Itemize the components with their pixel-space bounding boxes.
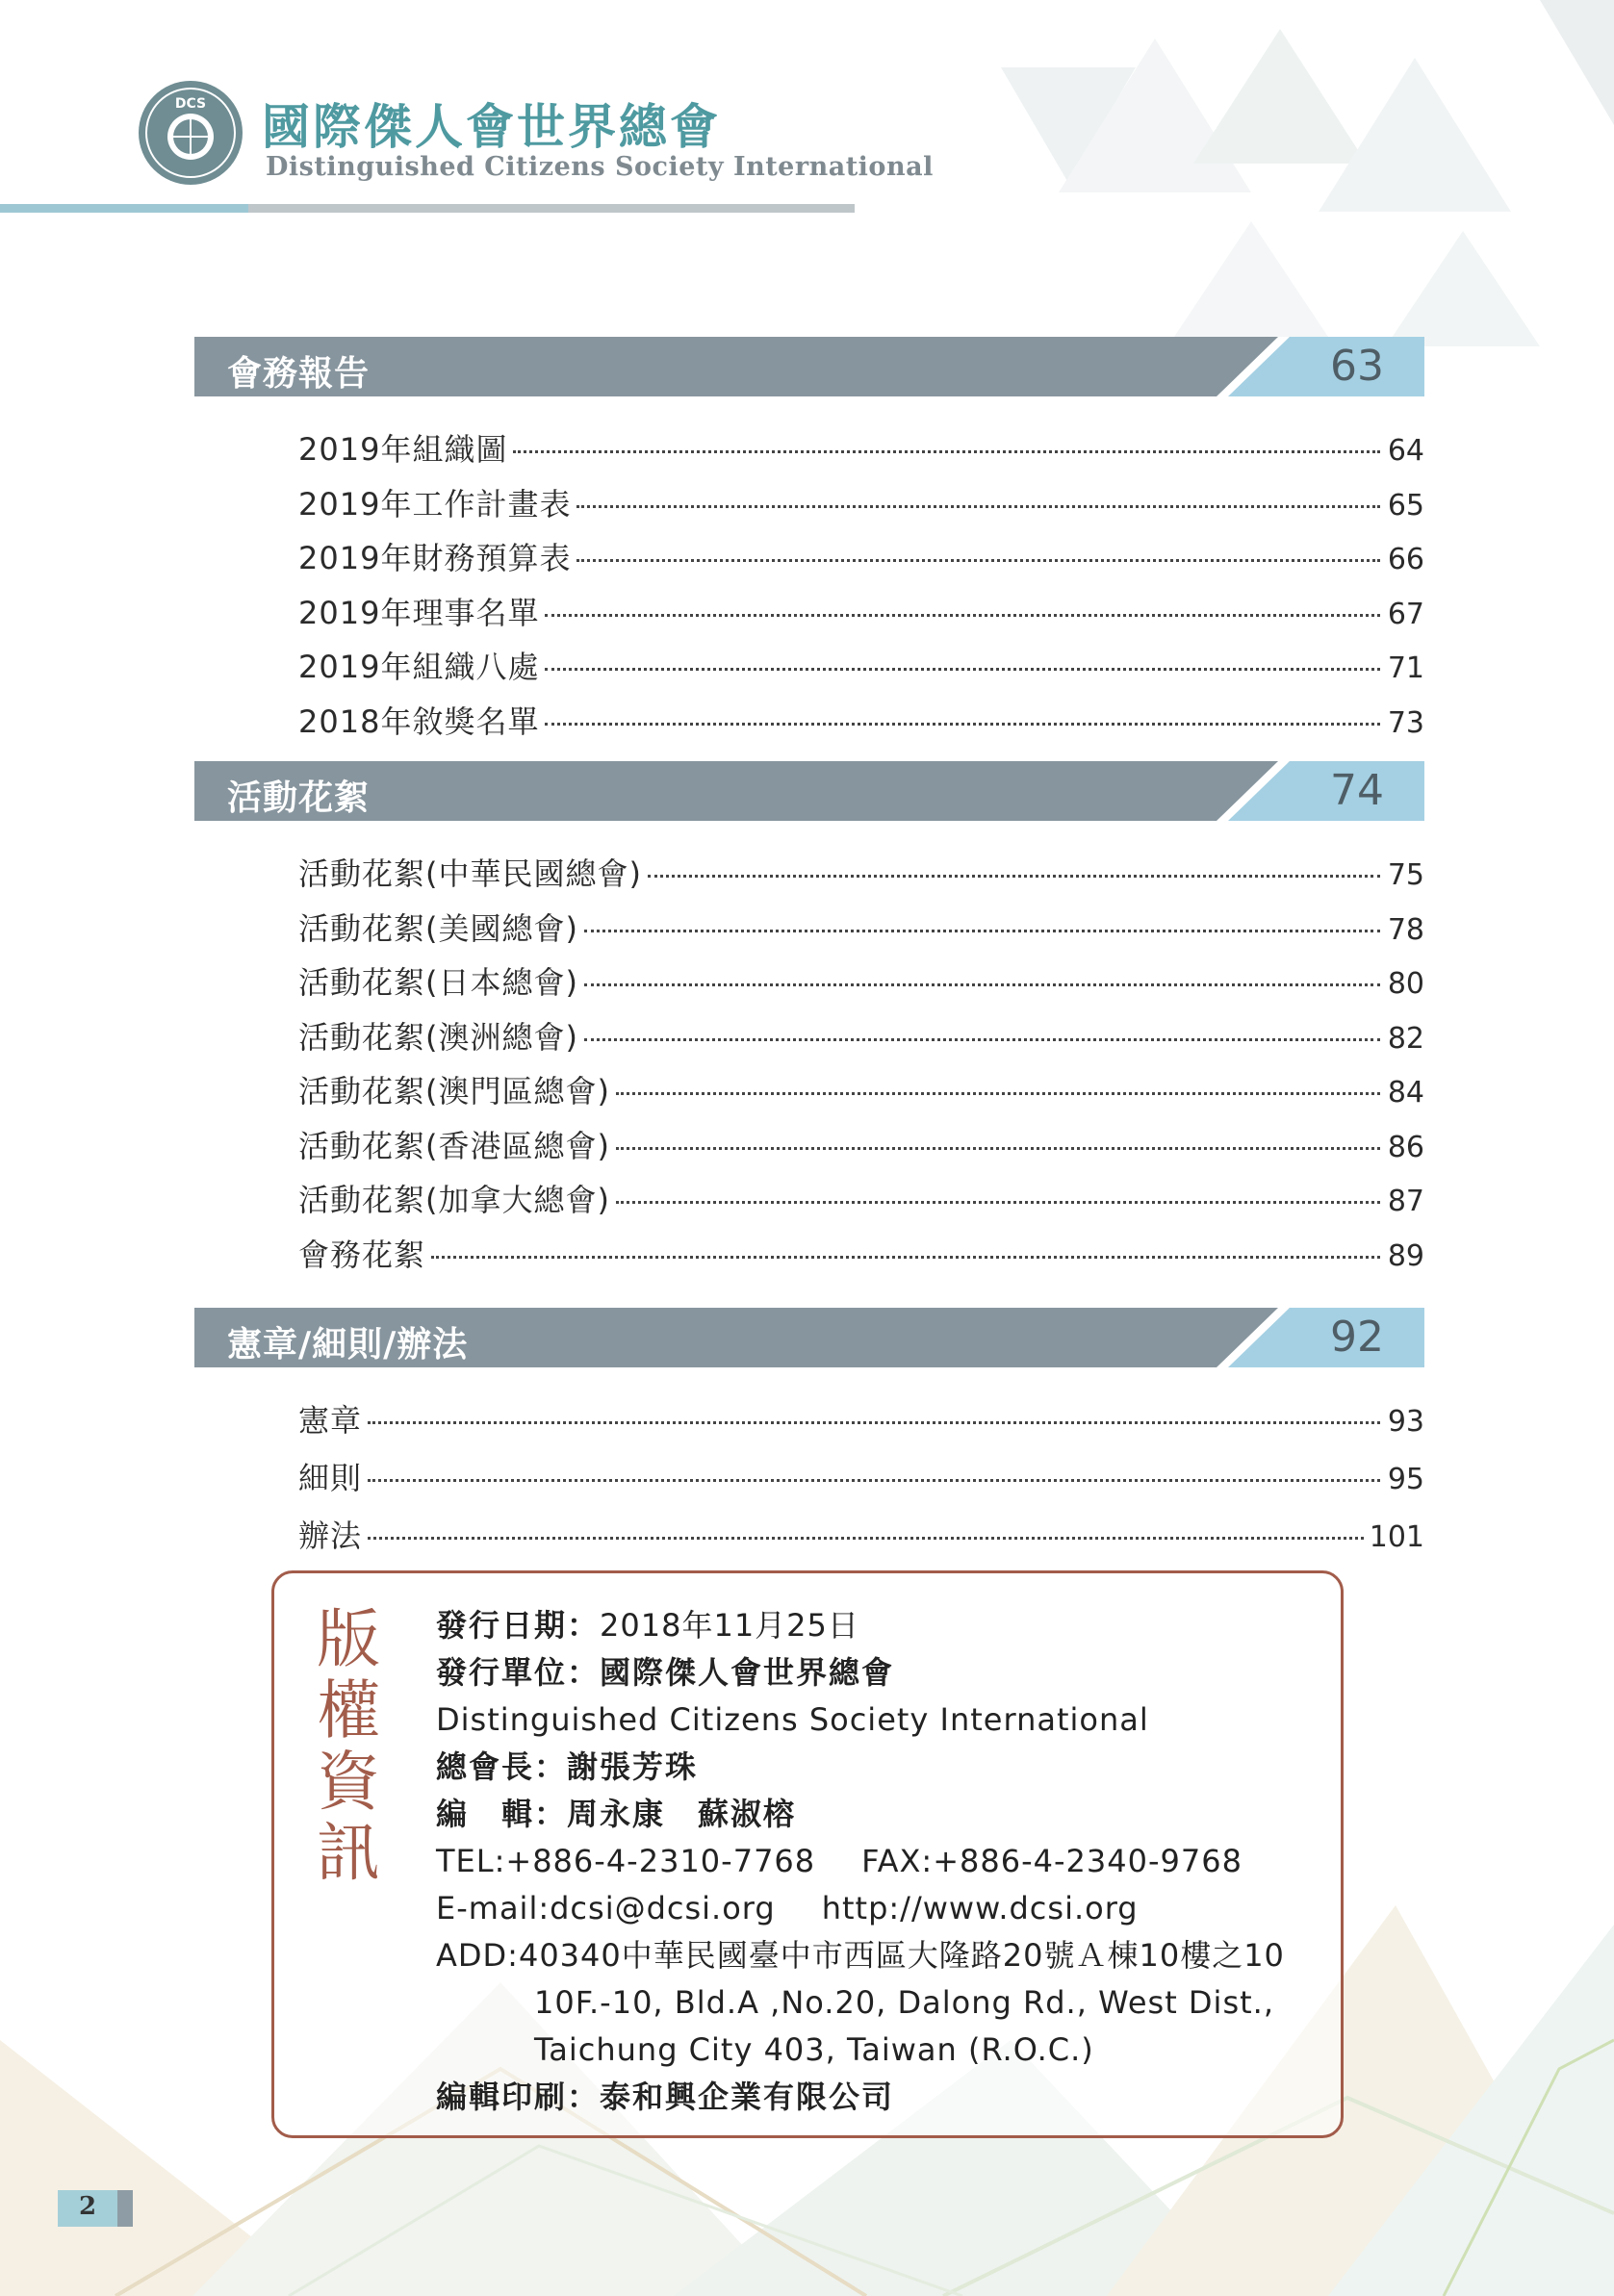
copyright-title-char: 版 [317,1602,380,1676]
toc-entry[interactable] [298,905,1424,959]
toc-entry-page: 89 [1387,1238,1424,1273]
dot-leader [545,668,1380,671]
toc-entry-label: 活動花絮(中華民國總會) [298,855,642,892]
toc-entry-label: 辦法 [298,1518,363,1554]
copyright-details [436,1602,1285,2121]
page-number-tab-edge [117,2190,133,2227]
toc-entry-label: 活動花絮(美國總會) [298,909,578,947]
dot-leader [648,875,1380,878]
contact-web-row [436,1885,1285,1932]
address-en-line-1: 10F.-10, Bld.A ,No.20, Dalong Rd., West Dist., [534,1984,1274,2021]
toc-entry[interactable] [298,480,1424,535]
section-title: 憲章/細則/辦法 [227,1325,469,1365]
section-page-number: 74 [1330,766,1384,815]
address-en-row-1 [436,1979,1285,2027]
toc-entry[interactable] [298,1013,1424,1068]
dot-leader [368,1537,1364,1540]
dot-leader [545,723,1380,726]
address-zh: 40340中華民國臺中市西區大隆路20號Ａ棟10樓之10 [518,1937,1285,1974]
toc-entry[interactable] [298,1176,1424,1231]
issue-date: 2018年11月25日 [600,1607,859,1644]
dot-leader [584,983,1380,986]
address-zh-row [436,1932,1285,1979]
copyright-title [315,1604,382,1889]
section-header-bar [194,337,1424,396]
toc-entry-page: 75 [1387,858,1424,892]
toc-entry-page: 64 [1387,434,1424,468]
toc-entry[interactable] [298,1454,1424,1512]
dot-leader [584,1038,1380,1041]
copyright-title-char: 訊 [317,1816,380,1890]
toc-entry-page: 78 [1387,912,1424,947]
editor-label: 編 輯： [436,1796,568,1832]
toc-entry[interactable] [298,589,1424,644]
toc-entry-label: 活動花絮(加拿大總會) [298,1182,610,1218]
tel: TEL:+886-4-2310-7768 [436,1843,816,1879]
toc-entry-label: 2019年工作計畫表 [298,485,572,523]
toc-entry-label: 2019年財務預算表 [298,540,572,576]
toc-entry-page: 84 [1387,1076,1424,1110]
toc-entry[interactable] [298,850,1424,905]
printer: 泰和興企業有限公司 [600,2079,895,2115]
toc-section-charter [194,1308,1424,1569]
issue-date-label: 發行日期： [436,1607,601,1644]
dcs-logo-seal [137,79,244,187]
president-row [436,1744,1285,1791]
editor-row [436,1791,1285,1838]
dot-leader [576,559,1380,562]
toc-entry-page: 82 [1387,1021,1424,1056]
toc-entry-label: 會務花絮 [298,1236,426,1273]
toc-entry-label: 活動花絮(日本總會) [298,964,578,1001]
dot-leader [368,1479,1380,1482]
section-page-number: 92 [1330,1313,1384,1362]
dot-leader [513,450,1380,453]
contact-phone-row [436,1838,1285,1885]
toc-section-activities [194,761,1424,1285]
page-number: 2 [78,2192,97,2221]
toc-entry-label: 2019年組織八處 [298,649,540,685]
publisher-en: Distinguished Citizens Society International [436,1701,1149,1738]
logo-text: DCS [174,96,207,112]
toc-entry-page: 86 [1387,1130,1424,1164]
copyright-title-char: 資 [317,1745,380,1819]
toc-entry-page: 71 [1387,651,1424,685]
toc-entry-page: 95 [1387,1463,1424,1496]
section-title: 會務報告 [227,354,371,394]
toc-entry[interactable] [298,643,1424,698]
toc-entry-page: 65 [1387,488,1424,523]
toc-entry[interactable] [298,1512,1424,1569]
toc-entry[interactable] [298,534,1424,589]
toc-entry-label: 活動花絮(澳門區總會) [298,1073,610,1110]
toc-entry-label: 活動花絮(香港區總會) [298,1127,610,1164]
toc-entry[interactable] [298,958,1424,1013]
dot-leader [616,1092,1380,1095]
toc-entry-page: 87 [1387,1185,1424,1218]
website-link[interactable]: http://www.dcsi.org [821,1890,1139,1926]
toc-entry-label: 憲章 [298,1402,363,1439]
publisher-label: 發行單位： [436,1654,601,1691]
publisher-en-row [436,1696,1285,1744]
toc-entry[interactable] [298,1067,1424,1122]
dot-leader [368,1421,1380,1424]
page-number-tab [58,2190,133,2227]
section-header-bar [194,1308,1424,1367]
address-en-row-2 [436,2027,1285,2074]
email-link[interactable]: E-mail:dcsi@dcsi.org [436,1890,776,1926]
toc-entry-label: 2019年組織圖 [298,431,508,468]
toc-entry-label: 2019年理事名單 [298,594,540,631]
publisher: 國際傑人會世界總會 [600,1654,895,1691]
president-label: 總會長： [436,1748,568,1785]
dot-leader [616,1201,1380,1204]
dot-leader [576,505,1380,508]
toc-entry-page: 73 [1387,705,1424,740]
toc-entry-label: 細則 [298,1460,363,1496]
section-header-bar [194,761,1424,821]
dot-leader [584,930,1380,932]
fax: FAX:+886-4-2340-9768 [861,1843,1243,1879]
toc-entry[interactable] [298,1396,1424,1454]
address-label: ADD: [436,1937,519,1974]
toc-entry[interactable] [298,1122,1424,1177]
printer-label: 編輯印刷： [436,2079,601,2115]
toc-entry-page: 101 [1369,1520,1424,1554]
toc-entry-page: 66 [1387,543,1424,576]
section-title: 活動花絮 [227,778,371,818]
issue-date-row [436,1602,1285,1649]
toc-entry-page: 80 [1387,967,1424,1001]
section-page-number: 63 [1330,342,1384,391]
org-name-en: Distinguished Citizens Society International [266,152,934,182]
copyright-info-box [271,1570,1344,2138]
toc-entry-page: 93 [1387,1405,1424,1439]
toc-entry[interactable] [298,1231,1424,1286]
toc-entry-label: 2018年敘獎名單 [298,702,540,740]
toc-section-reports [194,337,1424,752]
editor: 周永康 蘇淑榕 [567,1796,797,1832]
header-rule-accent [0,204,248,213]
toc-entry-label: 活動花絮(澳洲總會) [298,1018,578,1056]
toc-entry[interactable] [298,425,1424,480]
dot-leader [545,614,1380,617]
printer-row [436,2074,1285,2121]
toc-entry[interactable] [298,698,1424,753]
copyright-title-char: 權 [317,1673,380,1748]
dot-leader [616,1147,1380,1150]
address-en-line-2: Taichung City 403, Taiwan (R.O.C.) [534,2031,1094,2068]
org-name-zh: 國際傑人會世界總會 [262,98,721,155]
toc-entry-page: 67 [1387,597,1424,631]
dot-leader [431,1256,1380,1259]
publisher-row [436,1649,1285,1696]
president: 謝張芳珠 [567,1748,699,1785]
